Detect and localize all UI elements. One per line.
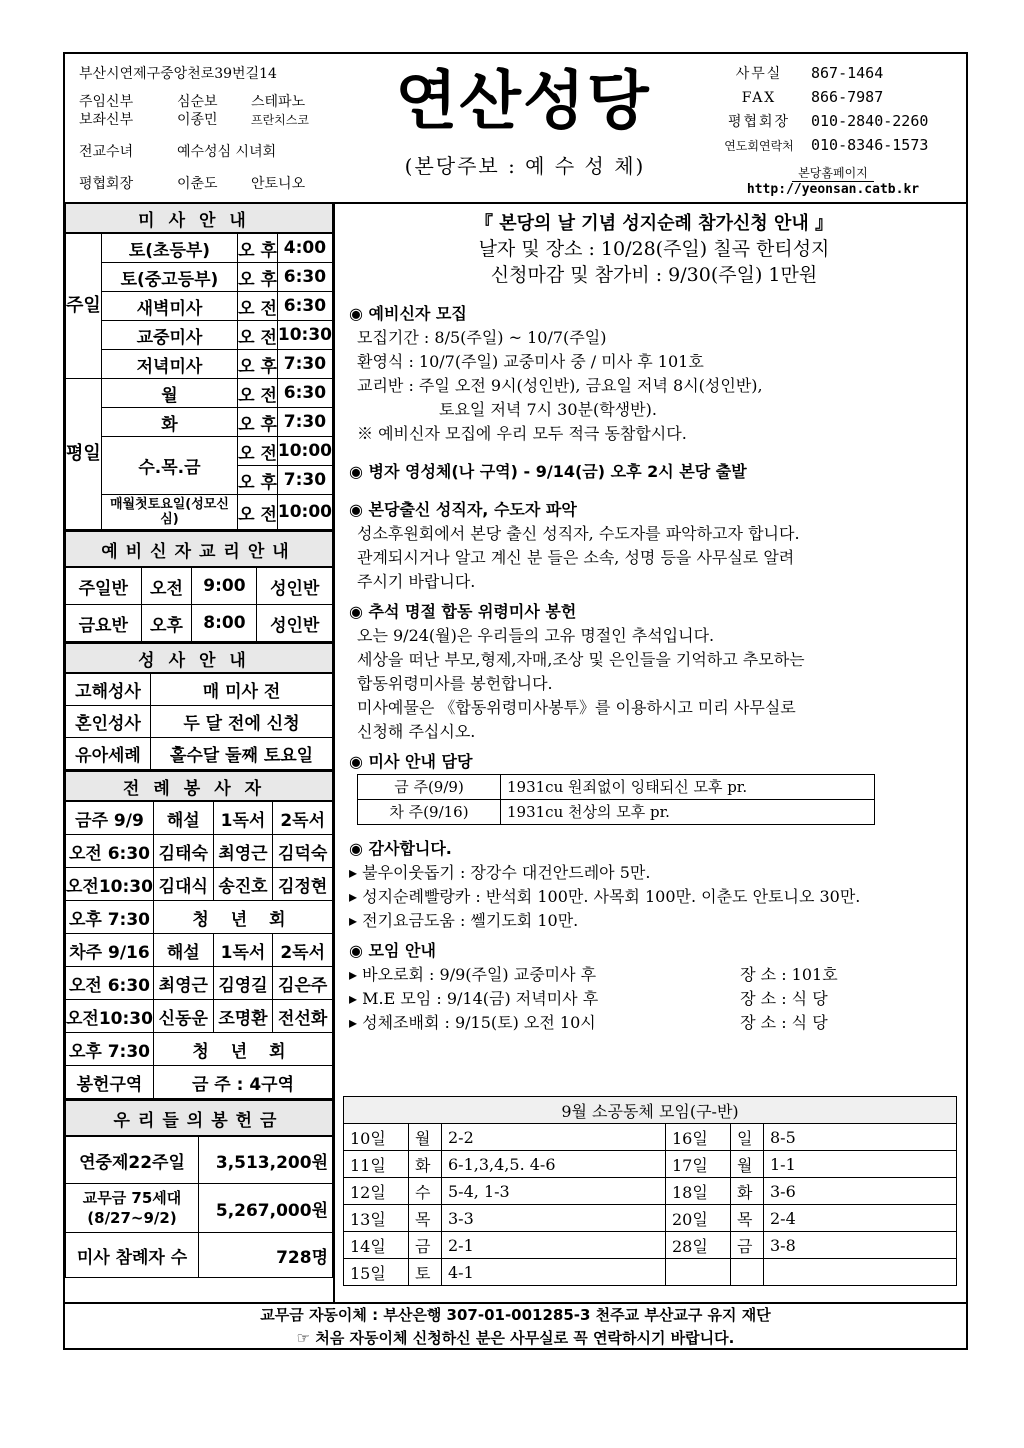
contribution-heading: 우리들의봉헌금 [66, 1100, 333, 1136]
list-item: ▸ 전기요금도움 : 쎌기도회 10만. [349, 909, 959, 933]
contacts [707, 62, 928, 158]
clergy-heading: ◉ 본당출신 성직자, 수도자 파악 [349, 500, 577, 519]
address: 부산시연제구중앙천로39번길14 [79, 66, 277, 82]
staff-row: 보좌신부 이종민 프란치스코 [79, 112, 309, 128]
meetings-heading: ◉ 모임 안내 [349, 941, 436, 960]
footer-bank-info: 교무금 자동이체 : 부산은행 307-01-001285-3 천주교 부산교구 유지 재단 [260, 1306, 771, 1324]
contact-row: 사무실 867-1464 [735, 64, 884, 82]
contact-row: FAX 866-7987 [741, 88, 884, 106]
contribution-table: 우리들의봉헌금 연중제22주일 3,513,200원 교무금 75세대 (8/27~9/2) 5,267,000원 미사 참례자 수 728명 [65, 1099, 333, 1278]
mass-guide-heading: ◉ 미사 안내 담당 [349, 752, 473, 771]
liturgy-table: 전례봉사자 금주 9/9 해설 1독서 2독서 오전 6:30 김태숙 최영근 김덕숙 오전10:30 김대식 송진호 김정현 오후 7:30 청 년 회 차주 9/16 해설 1독서 2독서 오전 6:30 최영근 김영길 김은주 오전10:30 신동운 조명환 전선화 오후 7:30 청 년 회 봉헌구역 금 주 : 4구역 [65, 770, 333, 1099]
staff-row: 평협회장 이춘도 안토니오 [79, 176, 306, 192]
homepage-label: 본당홈페이지 [792, 164, 874, 182]
catechism-table: 예비신자교리안내 주일반 오전 9:00 성인반 금요반 오후 8:00 성인반 [65, 530, 333, 642]
contact-row: 평협회장 010-2840-2260 [727, 112, 929, 130]
sacraments-table: 성사안내 고해성사 매 미사 전 혼인성사 두 달 전에 신청 유아세례 홀수달 둘째 토요일 [65, 642, 333, 770]
table-row: 11일 화 6-1,3,4,5. 4-6 17일 월 1-1 [344, 1151, 957, 1178]
pilgrimage-title: 『 본당의 날 기념 성지순례 참가신청 안내 』 [474, 213, 834, 234]
left-column [65, 202, 333, 1278]
community-heading: 9월 소공동체 모임(구-반) [344, 1097, 957, 1124]
staff-row: 주임신부 심순보 스테파노 [79, 94, 306, 110]
table-row: 14일 금 2-1 28일 금 3-8 [344, 1232, 957, 1259]
header [65, 54, 966, 204]
list-item: ▸ M.E 모임 : 9/14(금) 저녁미사 후 장 소 : 식 당 [349, 987, 959, 1011]
footer [65, 1302, 966, 1352]
list-item: ▸ 성체조배회 : 9/15(토) 오전 10시 장 소 : 식 당 [349, 1011, 959, 1035]
footer-note: ☞ 처음 자동이체 신청하신 분은 사무실로 꼭 연락하시기 바랍니다. [296, 1329, 735, 1347]
list-item: ▸ 바오로회 : 9/9(주일) 교중미사 후 장 소 : 101호 [349, 963, 959, 987]
mass-guide-table: 금 주(9/9) 1931cu 원죄없이 잉태되신 모후 pr. 차 주(9/16) 1931cu 천상의 모후 pr. [357, 774, 875, 825]
thanks-list [349, 861, 959, 933]
sunday-label: 주일 [66, 233, 102, 379]
catechumen-heading: ◉ 예비신자 모집 [349, 304, 467, 323]
list-item: ▸ 성지순례빨랑카 : 반석회 100만. 사목회 100만. 이춘도 안토니오 30만. [349, 885, 959, 909]
meetings-list [349, 963, 959, 1035]
liturgy-heading: 전례봉사자 [66, 771, 333, 801]
table-row: 15일 토 4-1 [344, 1259, 957, 1286]
header-info [79, 60, 309, 198]
staff-row: 전교수녀 예수성심 시녀회 [79, 144, 277, 160]
memorial-heading: ◉ 추석 명절 합동 위령미사 봉헌 [349, 602, 577, 621]
sick-communion-heading: ◉ 병자 영성체(나 구역) - 9/14(금) 오후 2시 본당 출발 [349, 462, 747, 481]
offering-label: 봉헌구역 [66, 1066, 154, 1099]
mass-table: 미사안내 주일 토(초등부) 오 후 4:00 토(중고등부) 오 후 6:30 새벽미사 오 전 6:30 교중미사 오 전 10:30 저녁미사 오 후 7:30 평일 월 오 전 6:30 화 오 후 7:30 수.목.금 오 전 10:00 오 후 7:30 매월첫토요일(성모신심) 오 전 10:00 [65, 202, 333, 530]
table-row: 13일 목 3-3 20일 목 2-4 [344, 1205, 957, 1232]
table-row: 12일 수 5-4, 1-3 18일 화 3-6 [344, 1178, 957, 1205]
church-title: 연산성당 [395, 65, 651, 139]
bulletin-page [63, 52, 968, 1350]
community-table [343, 1096, 957, 1286]
table-row: 10일 월 2-2 16일 일 8-5 [344, 1124, 957, 1151]
column-divider [333, 202, 335, 1302]
pilgrimage-line: 날자 및 장소 : 10/28(주일) 칠곡 한티성지 [478, 238, 830, 260]
pilgrimage-line: 신청마감 및 참가비 : 9/30(주일) 1만원 [490, 264, 818, 286]
homepage [743, 164, 923, 197]
list-item: ▸ 불우이웃돕기 : 장강수 대건안드레아 5만. [349, 861, 959, 885]
weekday-label: 평일 [66, 379, 102, 530]
homepage-link[interactable]: http://yeonsan.catb.kr [746, 182, 920, 197]
catechism-heading: 예비신자교리안내 [66, 531, 333, 567]
bulletin-subtitle: (본당주보 : 예 수 성 체) [404, 154, 646, 178]
sacraments-heading: 성사안내 [66, 643, 333, 673]
thanks-heading: ◉ 감사합니다. [349, 839, 452, 858]
mass-heading: 미사안내 [66, 203, 333, 233]
offering-value: 금 주 : 4구역 [153, 1066, 332, 1099]
contact-row: 연도회연락처 010-8346-1573 [724, 136, 929, 154]
notices: 『 본당의 날 기념 성지순례 참가신청 안내 』 날자 및 장소 : 10/28(주일) 칠곡 한티성지 신청마감 및 참가비 : 9/30(주일) 1만원 ◉ 예비신자 모집 모집기간 : 8/5(주일) ~ 10/7(주일) 환영식 : 10/7(주일) 교중미사 중 / 미사 후 101호 교리반 : 주일 오전 9시(성인반), 금요일 저녁 8시(성인반), 토요일 저녁 7시 30분(학생반). ※ 예비신자 모집에 우리 모두 적극 동참합시다. ◉ 병자 영성체(나 구역) - 9/14(금) 오후 2시 본당 출발 ◉ 본당출신 성직자, 수도자 파악 성소후원회에서 본당 출신 성직자, 수도자를 파악하고자 합니다. 관계되시거나 알고 계신 분 들은 소속, 성명 등을 사무실로 알려 주시기 바랍니다. ◉ 추석 명절 합동 위령미사 봉헌 오는 9/24(월)은 우리들의 고유 명절인 추석입니다. 세상을 떠난 부모,형제,자매,조상 및 은인들을 기억하고 추모하는 합동위령미사를 봉헌합니다. 미사예물은 《합동위령미사봉투》를 이용하시고 미리 사무실로 신청해 주십시오. ◉ 미사 안내 담당 금 주(9/9) 1931cu 원죄없이 잉태되신 모후 pr. 차 주(9/16) 1931cu 천상의 모후 pr. ◉ 감사합니다. ▸ 불우이웃돕기 : 장강수 대건안드레아 5만. ▸ 성지순례빨랑카 : 반석회 100만. 사목회 100만. 이춘도 안토니오 30만. ▸ 전기요금도움 : 쎌기도회 10만. ◉ 모임 안내 ▸ 바오로회 : 9/9(주일) 교중미사 후 장 소 : 101호 ▸ M.E 모임 : 9/14(금) 저녁미사 후 장 소 : 식 당 ▸ 성체조배회 : 9/15(토) 오전 10시 장 소 : 식 당 [349, 212, 959, 1035]
